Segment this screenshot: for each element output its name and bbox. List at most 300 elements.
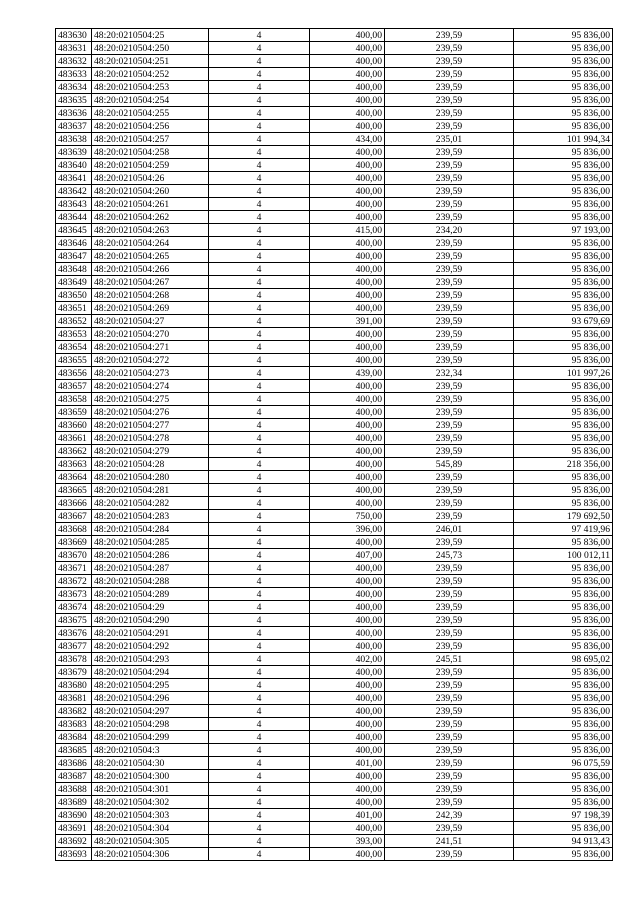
row-number-cell: 483630 xyxy=(56,29,92,42)
cadastral-value-cell: 95 836,00 xyxy=(514,536,613,549)
table-row xyxy=(56,471,613,484)
usage-group-cell: 4 xyxy=(209,575,310,588)
usage-group-cell: 4 xyxy=(209,276,310,289)
cadastral-value-cell: 95 836,00 xyxy=(514,692,613,705)
specific-value-cell: 239,59 xyxy=(385,770,514,783)
area-value-cell: 400,00 xyxy=(310,263,385,276)
specific-value-cell: 239,59 xyxy=(385,705,514,718)
cadastral-value-cell: 101 994,34 xyxy=(514,133,613,146)
row-number-cell: 483632 xyxy=(56,55,92,68)
cadastral-value-cell: 95 836,00 xyxy=(514,640,613,653)
area-value-cell: 400,00 xyxy=(310,68,385,81)
table-row xyxy=(56,185,613,198)
row-number-cell: 483684 xyxy=(56,731,92,744)
table-row xyxy=(56,692,613,705)
cadastral-number-cell: 48:20:0210504:26 xyxy=(92,172,209,185)
usage-group-cell: 4 xyxy=(209,588,310,601)
specific-value-cell: 239,59 xyxy=(385,731,514,744)
cadastral-number-cell: 48:20:0210504:298 xyxy=(92,718,209,731)
row-number-cell: 483660 xyxy=(56,419,92,432)
area-value-cell: 400,00 xyxy=(310,341,385,354)
row-number-cell: 483638 xyxy=(56,133,92,146)
usage-group-cell: 4 xyxy=(209,445,310,458)
table-row xyxy=(56,120,613,133)
cadastral-number-cell: 48:20:0210504:276 xyxy=(92,406,209,419)
cadastral-number-cell: 48:20:0210504:3 xyxy=(92,744,209,757)
row-number-cell: 483647 xyxy=(56,250,92,263)
area-value-cell: 407,00 xyxy=(310,549,385,562)
cadastral-value-cell: 95 836,00 xyxy=(514,185,613,198)
cadastral-number-cell: 48:20:0210504:294 xyxy=(92,666,209,679)
area-value-cell: 400,00 xyxy=(310,692,385,705)
usage-group-cell: 4 xyxy=(209,367,310,380)
cadastral-number-cell: 48:20:0210504:27 xyxy=(92,315,209,328)
cadastral-value-cell: 95 836,00 xyxy=(514,289,613,302)
specific-value-cell: 239,59 xyxy=(385,666,514,679)
row-number-cell: 483679 xyxy=(56,666,92,679)
specific-value-cell: 239,59 xyxy=(385,328,514,341)
cadastral-value-cell: 95 836,00 xyxy=(514,380,613,393)
usage-group-cell: 4 xyxy=(209,328,310,341)
row-number-cell: 483642 xyxy=(56,185,92,198)
table-row xyxy=(56,250,613,263)
specific-value-cell: 239,59 xyxy=(385,68,514,81)
cadastral-value-cell: 95 836,00 xyxy=(514,679,613,692)
cadastral-number-cell: 48:20:0210504:271 xyxy=(92,341,209,354)
row-number-cell: 483667 xyxy=(56,510,92,523)
specific-value-cell: 239,59 xyxy=(385,640,514,653)
area-value-cell: 400,00 xyxy=(310,406,385,419)
row-number-cell: 483656 xyxy=(56,367,92,380)
usage-group-cell: 4 xyxy=(209,107,310,120)
specific-value-cell: 232,34 xyxy=(385,367,514,380)
area-value-cell: 400,00 xyxy=(310,211,385,224)
cadastral-value-cell: 93 679,69 xyxy=(514,315,613,328)
area-value-cell: 400,00 xyxy=(310,601,385,614)
cadastral-number-cell: 48:20:0210504:297 xyxy=(92,705,209,718)
cadastral-number-cell: 48:20:0210504:257 xyxy=(92,133,209,146)
table-row xyxy=(56,380,613,393)
table-row xyxy=(56,393,613,406)
cadastral-number-cell: 48:20:0210504:262 xyxy=(92,211,209,224)
usage-group-cell: 4 xyxy=(209,731,310,744)
area-value-cell: 400,00 xyxy=(310,796,385,809)
usage-group-cell: 4 xyxy=(209,471,310,484)
row-number-cell: 483634 xyxy=(56,81,92,94)
cadastral-value-cell: 95 836,00 xyxy=(514,575,613,588)
cadastral-value-cell: 95 836,00 xyxy=(514,705,613,718)
cadastral-number-cell: 48:20:0210504:280 xyxy=(92,471,209,484)
row-number-cell: 483661 xyxy=(56,432,92,445)
cadastral-value-cell: 95 836,00 xyxy=(514,432,613,445)
usage-group-cell: 4 xyxy=(209,29,310,42)
area-value-cell: 400,00 xyxy=(310,94,385,107)
specific-value-cell: 239,59 xyxy=(385,679,514,692)
cadastral-number-cell: 48:20:0210504:303 xyxy=(92,809,209,822)
cadastral-number-cell: 48:20:0210504:288 xyxy=(92,575,209,588)
cadastral-value-cell: 95 836,00 xyxy=(514,627,613,640)
specific-value-cell: 239,59 xyxy=(385,796,514,809)
cadastral-number-cell: 48:20:0210504:253 xyxy=(92,81,209,94)
usage-group-cell: 4 xyxy=(209,172,310,185)
cadastral-value-cell: 95 836,00 xyxy=(514,666,613,679)
cadastral-value-cell: 95 836,00 xyxy=(514,406,613,419)
specific-value-cell: 239,59 xyxy=(385,848,514,861)
row-number-cell: 483662 xyxy=(56,445,92,458)
cadastral-number-cell: 48:20:0210504:265 xyxy=(92,250,209,263)
table-row xyxy=(56,302,613,315)
table-row xyxy=(56,718,613,731)
area-value-cell: 400,00 xyxy=(310,705,385,718)
table-row xyxy=(56,341,613,354)
row-number-cell: 483675 xyxy=(56,614,92,627)
area-value-cell: 400,00 xyxy=(310,42,385,55)
area-value-cell: 400,00 xyxy=(310,731,385,744)
cadastral-value-cell: 95 836,00 xyxy=(514,211,613,224)
cadastral-value-cell: 95 836,00 xyxy=(514,237,613,250)
area-value-cell: 400,00 xyxy=(310,276,385,289)
row-number-cell: 483672 xyxy=(56,575,92,588)
cadastral-value-cell: 98 695,02 xyxy=(514,653,613,666)
cadastral-value-cell: 95 836,00 xyxy=(514,68,613,81)
usage-group-cell: 4 xyxy=(209,614,310,627)
table-row xyxy=(56,224,613,237)
table-row xyxy=(56,497,613,510)
table-row xyxy=(56,523,613,536)
usage-group-cell: 4 xyxy=(209,562,310,575)
area-value-cell: 400,00 xyxy=(310,354,385,367)
table-row xyxy=(56,731,613,744)
area-value-cell: 400,00 xyxy=(310,822,385,835)
area-value-cell: 400,00 xyxy=(310,848,385,861)
area-value-cell: 402,00 xyxy=(310,653,385,666)
specific-value-cell: 239,59 xyxy=(385,536,514,549)
cadastral-value-cell: 95 836,00 xyxy=(514,107,613,120)
cadastral-value-cell: 179 692,50 xyxy=(514,510,613,523)
usage-group-cell: 4 xyxy=(209,133,310,146)
usage-group-cell: 4 xyxy=(209,549,310,562)
table-row xyxy=(56,198,613,211)
cadastral-value-cell: 95 836,00 xyxy=(514,731,613,744)
area-value-cell: 439,00 xyxy=(310,367,385,380)
specific-value-cell: 242,39 xyxy=(385,809,514,822)
cadastral-value-cell: 95 836,00 xyxy=(514,744,613,757)
usage-group-cell: 4 xyxy=(209,354,310,367)
table-row xyxy=(56,549,613,562)
usage-group-cell: 4 xyxy=(209,185,310,198)
area-value-cell: 400,00 xyxy=(310,536,385,549)
table-row xyxy=(56,627,613,640)
cadastral-value-cell: 95 836,00 xyxy=(514,146,613,159)
area-value-cell: 400,00 xyxy=(310,640,385,653)
specific-value-cell: 239,59 xyxy=(385,146,514,159)
row-number-cell: 483652 xyxy=(56,315,92,328)
cadastral-value-cell: 95 836,00 xyxy=(514,302,613,315)
specific-value-cell: 239,59 xyxy=(385,432,514,445)
cadastral-number-cell: 48:20:0210504:306 xyxy=(92,848,209,861)
row-number-cell: 483665 xyxy=(56,484,92,497)
usage-group-cell: 4 xyxy=(209,315,310,328)
specific-value-cell: 239,59 xyxy=(385,471,514,484)
cadastral-value-cell: 95 836,00 xyxy=(514,159,613,172)
specific-value-cell: 235,01 xyxy=(385,133,514,146)
area-value-cell: 400,00 xyxy=(310,458,385,471)
cadastral-number-cell: 48:20:0210504:260 xyxy=(92,185,209,198)
specific-value-cell: 239,59 xyxy=(385,510,514,523)
cadastral-value-cell: 95 836,00 xyxy=(514,796,613,809)
area-value-cell: 400,00 xyxy=(310,419,385,432)
row-number-cell: 483659 xyxy=(56,406,92,419)
area-value-cell: 400,00 xyxy=(310,393,385,406)
row-number-cell: 483663 xyxy=(56,458,92,471)
table-body xyxy=(56,29,613,861)
row-number-cell: 483690 xyxy=(56,809,92,822)
specific-value-cell: 239,59 xyxy=(385,822,514,835)
table-row xyxy=(56,822,613,835)
specific-value-cell: 239,59 xyxy=(385,81,514,94)
table-row xyxy=(56,575,613,588)
row-number-cell: 483631 xyxy=(56,42,92,55)
cadastral-number-cell: 48:20:0210504:287 xyxy=(92,562,209,575)
table-row xyxy=(56,406,613,419)
table-row xyxy=(56,679,613,692)
cadastral-number-cell: 48:20:0210504:273 xyxy=(92,367,209,380)
usage-group-cell: 4 xyxy=(209,341,310,354)
usage-group-cell: 4 xyxy=(209,393,310,406)
usage-group-cell: 4 xyxy=(209,770,310,783)
cadastral-number-cell: 48:20:0210504:295 xyxy=(92,679,209,692)
usage-group-cell: 4 xyxy=(209,263,310,276)
specific-value-cell: 239,59 xyxy=(385,120,514,133)
cadastral-value-cell: 100 012,11 xyxy=(514,549,613,562)
row-number-cell: 483640 xyxy=(56,159,92,172)
area-value-cell: 400,00 xyxy=(310,783,385,796)
specific-value-cell: 239,59 xyxy=(385,575,514,588)
area-value-cell: 400,00 xyxy=(310,744,385,757)
usage-group-cell: 4 xyxy=(209,640,310,653)
area-value-cell: 396,00 xyxy=(310,523,385,536)
cadastral-value-cell: 95 836,00 xyxy=(514,55,613,68)
specific-value-cell: 239,59 xyxy=(385,107,514,120)
specific-value-cell: 239,59 xyxy=(385,692,514,705)
usage-group-cell: 4 xyxy=(209,796,310,809)
row-number-cell: 483654 xyxy=(56,341,92,354)
cadastral-number-cell: 48:20:0210504:281 xyxy=(92,484,209,497)
row-number-cell: 483691 xyxy=(56,822,92,835)
table-row xyxy=(56,705,613,718)
table-row xyxy=(56,835,613,848)
cadastral-number-cell: 48:20:0210504:266 xyxy=(92,263,209,276)
specific-value-cell: 239,59 xyxy=(385,185,514,198)
cadastral-number-cell: 48:20:0210504:279 xyxy=(92,445,209,458)
specific-value-cell: 239,59 xyxy=(385,744,514,757)
cadastral-number-cell: 48:20:0210504:302 xyxy=(92,796,209,809)
usage-group-cell: 4 xyxy=(209,159,310,172)
usage-group-cell: 4 xyxy=(209,705,310,718)
area-value-cell: 400,00 xyxy=(310,666,385,679)
specific-value-cell: 239,59 xyxy=(385,562,514,575)
cadastral-value-cell: 95 836,00 xyxy=(514,328,613,341)
table-row xyxy=(56,536,613,549)
specific-value-cell: 239,59 xyxy=(385,393,514,406)
area-value-cell: 400,00 xyxy=(310,289,385,302)
area-value-cell: 400,00 xyxy=(310,770,385,783)
row-number-cell: 483680 xyxy=(56,679,92,692)
cadastral-number-cell: 48:20:0210504:252 xyxy=(92,68,209,81)
specific-value-cell: 239,59 xyxy=(385,497,514,510)
usage-group-cell: 4 xyxy=(209,835,310,848)
row-number-cell: 483689 xyxy=(56,796,92,809)
row-number-cell: 483673 xyxy=(56,588,92,601)
specific-value-cell: 245,73 xyxy=(385,549,514,562)
cadastral-value-cell: 95 836,00 xyxy=(514,393,613,406)
usage-group-cell: 4 xyxy=(209,432,310,445)
table-row xyxy=(56,653,613,666)
table-row xyxy=(56,848,613,861)
cadastral-value-cell: 95 836,00 xyxy=(514,120,613,133)
area-value-cell: 400,00 xyxy=(310,484,385,497)
specific-value-cell: 239,59 xyxy=(385,601,514,614)
area-value-cell: 400,00 xyxy=(310,107,385,120)
row-number-cell: 483635 xyxy=(56,94,92,107)
usage-group-cell: 4 xyxy=(209,809,310,822)
row-number-cell: 483670 xyxy=(56,549,92,562)
area-value-cell: 400,00 xyxy=(310,120,385,133)
table-row xyxy=(56,107,613,120)
row-number-cell: 483666 xyxy=(56,497,92,510)
usage-group-cell: 4 xyxy=(209,484,310,497)
specific-value-cell: 239,59 xyxy=(385,614,514,627)
table-row xyxy=(56,276,613,289)
area-value-cell: 393,00 xyxy=(310,835,385,848)
cadastral-number-cell: 48:20:0210504:30 xyxy=(92,757,209,770)
row-number-cell: 483648 xyxy=(56,263,92,276)
cadastral-number-cell: 48:20:0210504:293 xyxy=(92,653,209,666)
cadastral-value-cell: 95 836,00 xyxy=(514,718,613,731)
specific-value-cell: 239,59 xyxy=(385,263,514,276)
usage-group-cell: 4 xyxy=(209,666,310,679)
cadastral-value-cell: 94 913,43 xyxy=(514,835,613,848)
usage-group-cell: 4 xyxy=(209,94,310,107)
usage-group-cell: 4 xyxy=(209,42,310,55)
cadastral-number-cell: 48:20:0210504:290 xyxy=(92,614,209,627)
usage-group-cell: 4 xyxy=(209,211,310,224)
usage-group-cell: 4 xyxy=(209,289,310,302)
table-row xyxy=(56,81,613,94)
table-row xyxy=(56,263,613,276)
area-value-cell: 400,00 xyxy=(310,445,385,458)
cadastral-number-cell: 48:20:0210504:256 xyxy=(92,120,209,133)
usage-group-cell: 4 xyxy=(209,302,310,315)
cadastral-value-cell: 95 836,00 xyxy=(514,770,613,783)
specific-value-cell: 239,59 xyxy=(385,250,514,263)
cadastral-number-cell: 48:20:0210504:286 xyxy=(92,549,209,562)
cadastral-value-cell: 95 836,00 xyxy=(514,198,613,211)
area-value-cell: 400,00 xyxy=(310,588,385,601)
cadastral-value-cell: 95 836,00 xyxy=(514,263,613,276)
row-number-cell: 483650 xyxy=(56,289,92,302)
specific-value-cell: 239,59 xyxy=(385,302,514,315)
usage-group-cell: 4 xyxy=(209,68,310,81)
cadastral-value-cell: 95 836,00 xyxy=(514,484,613,497)
usage-group-cell: 4 xyxy=(209,458,310,471)
row-number-cell: 483671 xyxy=(56,562,92,575)
table-row xyxy=(56,315,613,328)
usage-group-cell: 4 xyxy=(209,120,310,133)
row-number-cell: 483678 xyxy=(56,653,92,666)
cadastral-number-cell: 48:20:0210504:305 xyxy=(92,835,209,848)
table-row xyxy=(56,237,613,250)
row-number-cell: 483688 xyxy=(56,783,92,796)
usage-group-cell: 4 xyxy=(209,653,310,666)
row-number-cell: 483687 xyxy=(56,770,92,783)
cadastral-value-cell: 95 836,00 xyxy=(514,341,613,354)
row-number-cell: 483636 xyxy=(56,107,92,120)
cadastral-number-cell: 48:20:0210504:304 xyxy=(92,822,209,835)
row-number-cell: 483668 xyxy=(56,523,92,536)
table-row xyxy=(56,42,613,55)
table-row xyxy=(56,744,613,757)
area-value-cell: 400,00 xyxy=(310,81,385,94)
table-row xyxy=(56,445,613,458)
row-number-cell: 483685 xyxy=(56,744,92,757)
table-row xyxy=(56,146,613,159)
specific-value-cell: 239,59 xyxy=(385,354,514,367)
row-number-cell: 483655 xyxy=(56,354,92,367)
usage-group-cell: 4 xyxy=(209,146,310,159)
row-number-cell: 483645 xyxy=(56,224,92,237)
row-number-cell: 483646 xyxy=(56,237,92,250)
table-row xyxy=(56,783,613,796)
row-number-cell: 483669 xyxy=(56,536,92,549)
area-value-cell: 400,00 xyxy=(310,146,385,159)
table-row xyxy=(56,510,613,523)
row-number-cell: 483681 xyxy=(56,692,92,705)
cadastral-value-table xyxy=(55,28,613,861)
area-value-cell: 750,00 xyxy=(310,510,385,523)
specific-value-cell: 239,59 xyxy=(385,211,514,224)
cadastral-number-cell: 48:20:0210504:269 xyxy=(92,302,209,315)
cadastral-number-cell: 48:20:0210504:254 xyxy=(92,94,209,107)
cadastral-number-cell: 48:20:0210504:255 xyxy=(92,107,209,120)
table-row xyxy=(56,757,613,770)
row-number-cell: 483637 xyxy=(56,120,92,133)
cadastral-value-cell: 95 836,00 xyxy=(514,848,613,861)
table-row xyxy=(56,328,613,341)
cadastral-value-cell: 95 836,00 xyxy=(514,29,613,42)
specific-value-cell: 545,89 xyxy=(385,458,514,471)
cadastral-value-cell: 95 836,00 xyxy=(514,588,613,601)
specific-value-cell: 239,59 xyxy=(385,198,514,211)
area-value-cell: 400,00 xyxy=(310,471,385,484)
area-value-cell: 400,00 xyxy=(310,562,385,575)
area-value-cell: 400,00 xyxy=(310,328,385,341)
area-value-cell: 400,00 xyxy=(310,575,385,588)
cadastral-number-cell: 48:20:0210504:291 xyxy=(92,627,209,640)
usage-group-cell: 4 xyxy=(209,822,310,835)
row-number-cell: 483639 xyxy=(56,146,92,159)
row-number-cell: 483677 xyxy=(56,640,92,653)
row-number-cell: 483657 xyxy=(56,380,92,393)
row-number-cell: 483658 xyxy=(56,393,92,406)
cadastral-value-cell: 95 836,00 xyxy=(514,497,613,510)
area-value-cell: 391,00 xyxy=(310,315,385,328)
usage-group-cell: 4 xyxy=(209,783,310,796)
usage-group-cell: 4 xyxy=(209,224,310,237)
row-number-cell: 483676 xyxy=(56,627,92,640)
row-number-cell: 483633 xyxy=(56,68,92,81)
area-value-cell: 400,00 xyxy=(310,432,385,445)
